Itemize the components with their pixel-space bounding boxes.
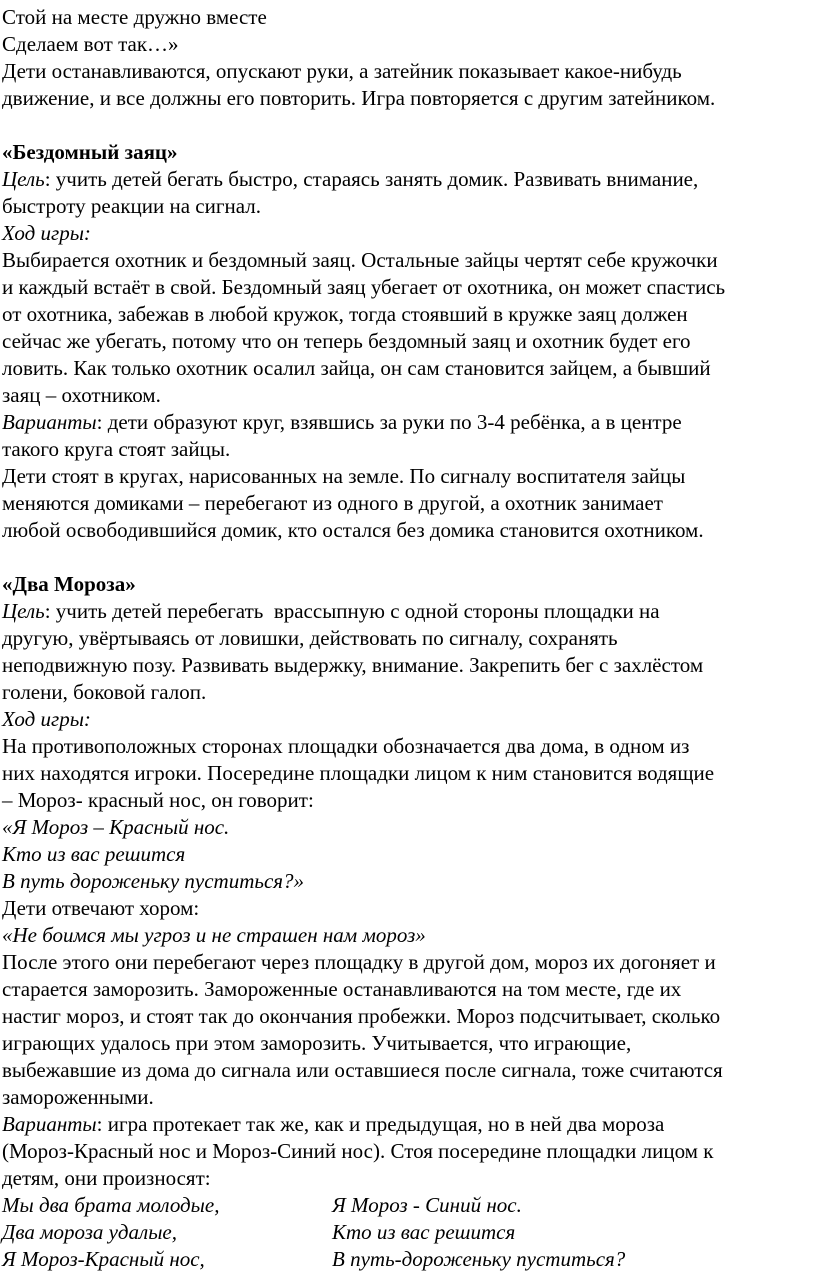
game2-after-line: замороженными. <box>2 1085 154 1109</box>
game1-goal-cont: быстроту реакции на сигнал. <box>2 194 261 218</box>
intro-line: движение, и все должны его повторить. Игра повторяется с другим затейником. <box>2 86 716 110</box>
game1-title: «Бездомный заяц» <box>2 140 178 164</box>
game1-progress-line: сейчас же убегать, потому что он теперь бездомный заяц и охотник будет его <box>2 329 691 353</box>
game1-progress-line: Выбирается охотник и бездомный заяц. Остальные зайцы чертят себе кружочки <box>2 248 718 272</box>
game1-progress-label: Ход игры: <box>2 221 91 245</box>
game1-extra-line: любой освободившийся домик, кто остался без домика становится охотником. <box>2 518 704 542</box>
game2-variants-cont: детям, они произносят: <box>2 1166 211 1190</box>
duet-left: Я Мороз-Красный нос, <box>2 1247 205 1271</box>
game1-progress-line: от охотника, забежав в любой кружок, тогда стоявший в кружке заяц должен <box>2 302 688 326</box>
duet-row <box>2 1246 814 1273</box>
goal-text: : учить детей бегать быстро, стараясь занять домик. Развивать внимание, <box>44 167 699 191</box>
goal-text: : учить детей перебегать врассыпную с одной стороны площадки на <box>44 599 660 623</box>
duet-right: В путь-дороженьку пуститься? <box>332 1247 626 1271</box>
game2-variants-cont: (Мороз-Красный нос и Мороз-Синий нос). Стоя посередине площадки лицом к <box>2 1139 714 1163</box>
game2-goal-cont: другую, увёртываясь от ловишки, действовать по сигналу, сохранять <box>2 626 618 650</box>
game2-after-line: настиг мороз, и стоят так до окончания пробежки. Мороз подсчитывает, сколько <box>2 1004 721 1028</box>
game2-goal <box>2 598 814 625</box>
game2-after-line: выбежавшие из дома до сигнала или оставшиеся после сигнала, тоже считаются <box>2 1058 723 1082</box>
game2-goal-cont: голени, боковой галоп. <box>2 680 207 704</box>
game1-extra-line: меняются домиками – перебегают из одного в другой, а охотник занимает <box>2 491 663 515</box>
game2-title: «Два Мороза» <box>2 572 136 596</box>
game2-variants <box>2 1111 814 1138</box>
goal-label: Цель <box>2 167 45 191</box>
game2-after-line: играющих удалось при этом заморозить. Учитывается, что играющие, <box>2 1031 632 1055</box>
paragraph-gap <box>2 112 814 139</box>
game2-verse-line: «Я Мороз – Красный нос. <box>2 815 230 839</box>
game1-progress-line: ловить. Как только охотник осалил зайца, он сам становится зайцем, а бывший <box>2 356 711 380</box>
paragraph-gap <box>2 544 814 571</box>
game2-answer-line: Дети отвечают хором: <box>2 896 200 920</box>
variants-label: Варианты <box>2 410 97 434</box>
game2-goal-cont: неподвижную позу. Развивать выдержку, внимание. Закрепить бег с захлёстом <box>2 653 704 677</box>
game2-verse-line: Кто из вас решится <box>2 842 186 866</box>
duet-row <box>2 1192 814 1219</box>
game2-verse-line: В путь дороженьку пуститься?» <box>2 869 305 893</box>
game2-progress-line: них находятся игроки. Посередине площадки лицом к ним становится водящие <box>2 761 715 785</box>
game1-extra-line: Дети стоят в кругах, нарисованных на земле. По сигналу воспитателя зайцы <box>2 464 686 488</box>
game2-progress-label: Ход игры: <box>2 707 91 731</box>
game1-progress-line: заяц – охотником. <box>2 383 161 407</box>
intro-line: Сделаем вот так…» <box>2 32 179 56</box>
game1-goal <box>2 166 814 193</box>
duet-left: Два мороза удалые, <box>2 1220 177 1244</box>
game1-variants <box>2 409 814 436</box>
duet-left: Мы два брата молодые, <box>2 1193 220 1217</box>
duet-right: Кто из вас решится <box>332 1220 516 1244</box>
game1-progress-line: и каждый встаёт в свой. Бездомный заяц убегает от охотника, он может спастись <box>2 275 726 299</box>
variants-text: : игра протекает так же, как и предыдущая, но в ней два мороза <box>96 1112 665 1136</box>
intro-line: Дети останавливаются, опускают руки, а затейник показывает какое-нибудь <box>2 59 682 83</box>
duet-right: Я Мороз - Синий нос. <box>332 1193 522 1217</box>
game2-after-line: После этого они перебегают через площадку в другой дом, мороз их догоняет и <box>2 950 716 974</box>
game2-progress-line: На противоположных сторонах площадки обозначается два дома, в одном из <box>2 734 690 758</box>
intro-line: Стой на месте дружно вместе <box>2 5 267 29</box>
game1-variants-cont: такого круга стоят зайцы. <box>2 437 231 461</box>
goal-label: Цель <box>2 599 45 623</box>
game2-progress-line: – Мороз- красный нос, он говорит: <box>2 788 314 812</box>
duet-row <box>2 1219 814 1246</box>
game2-after-line: старается заморозить. Замороженные останавливаются на том месте, где их <box>2 977 682 1001</box>
variants-label: Варианты <box>2 1112 97 1136</box>
variants-text: : дети образуют круг, взявшись за руки по 3-4 ребёнка, а в центре <box>96 410 682 434</box>
game2-answer-verse: «Не боимся мы угроз и не страшен нам мороз» <box>2 923 426 947</box>
